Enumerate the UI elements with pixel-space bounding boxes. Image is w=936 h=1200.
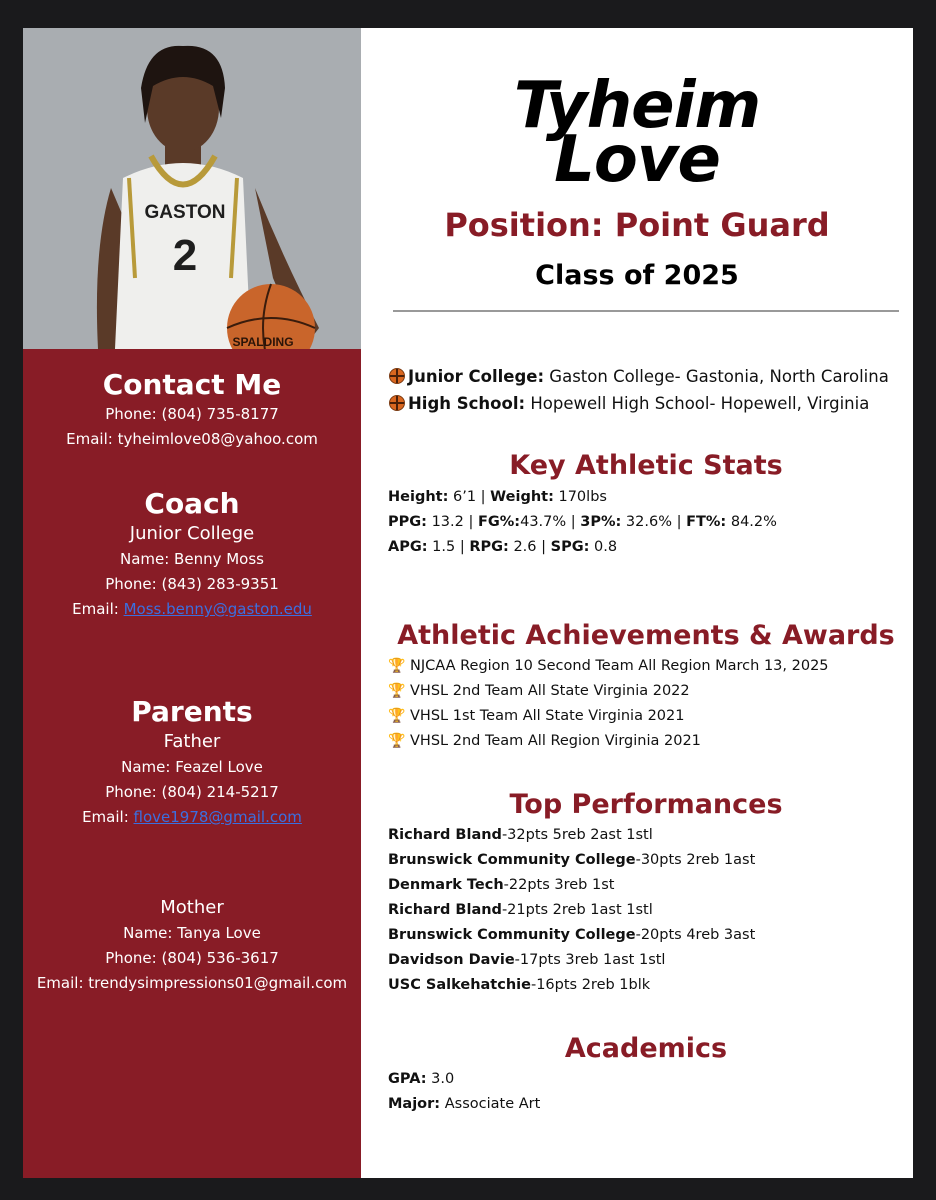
stat-line: -22pts 3reb 1st [503, 877, 615, 893]
opponent: Brunswick Community College [388, 852, 636, 868]
trophy-icon: 🏆 [388, 733, 406, 749]
athlete-first-name: Tyheim [513, 69, 761, 143]
contact-phone: Phone: (804) 735-8177 [105, 405, 279, 423]
opponent: Denmark Tech [388, 877, 504, 893]
award-text: VHSL 2nd Team All State Virginia 2022 [410, 683, 690, 699]
awards-title: Athletic Achievements & Awards [397, 620, 895, 651]
ft-label: FT%: [686, 514, 727, 530]
resume-page [23, 28, 913, 1178]
basketball-icon [389, 368, 405, 384]
father-email-row [23, 805, 361, 830]
award-text: NJCAA Region 10 Second Team All Region March 13, 2025 [410, 658, 829, 674]
jersey-text: GASTON [144, 202, 226, 223]
apg-label: APG: [388, 539, 428, 555]
father-label: Father [163, 731, 221, 752]
school-value: Hopewell High School- Hopewell, Virginia [525, 394, 870, 413]
rpg-label: RPG: [469, 539, 509, 555]
gpa-label: GPA: [388, 1071, 427, 1087]
award-text: VHSL 2nd Team All Region Virginia 2021 [410, 733, 701, 749]
father-email-label: Email: [82, 808, 134, 826]
weight-value: 170lbs [553, 489, 607, 505]
mother-phone: Phone: (804) 536-3617 [105, 949, 279, 967]
stat-line: -21pts 2reb 1ast 1stl [501, 902, 653, 918]
award-item [388, 729, 701, 754]
performance-item [388, 923, 755, 948]
ppg-value: 13.2 | [426, 514, 478, 530]
stat-line: -20pts 4reb 3ast [635, 927, 756, 943]
opponent: Richard Bland [388, 827, 502, 843]
trophy-icon: 🏆 [388, 658, 406, 674]
performance-item [388, 823, 653, 848]
performance-item [388, 848, 755, 873]
major-value: Associate Art [440, 1096, 541, 1112]
academics-title: Academics [564, 1033, 728, 1064]
fg-value: 43.7% | [520, 514, 581, 530]
jersey-number: 2 [172, 231, 198, 280]
school-label: Junior College: [408, 367, 545, 386]
performances-title: Top Performances [509, 789, 783, 820]
stat-line: -16pts 2reb 1blk [530, 977, 651, 993]
gpa-row [388, 1067, 454, 1092]
performance-item [388, 873, 614, 898]
tp-label: 3P%: [580, 514, 622, 530]
height-label: Height: [388, 489, 449, 505]
mother-section [23, 895, 361, 996]
fg-label: FG%: [477, 514, 521, 530]
parents-section [23, 695, 361, 830]
opponent: Richard Bland [388, 902, 502, 918]
gpa-value: 3.0 [426, 1071, 455, 1087]
stat-line: -17pts 3reb 1ast 1stl [514, 952, 666, 968]
mother-name: Name: Tanya Love [123, 924, 261, 942]
stats-row-shooting [388, 510, 777, 535]
coach-phone: Phone: (843) 283-9351 [105, 575, 279, 593]
award-item [388, 704, 684, 729]
parents-title: Parents [131, 695, 253, 728]
father-email-link[interactable]: flove1978@gmail.com [133, 808, 302, 826]
athlete-last-name: Love [554, 123, 720, 197]
opponent: Davidson Davie [388, 952, 515, 968]
opponent: Brunswick Community College [388, 927, 636, 943]
trophy-icon: 🏆 [388, 708, 406, 724]
coach-title: Coach [144, 487, 240, 520]
opponent: USC Salkehatchie [388, 977, 531, 993]
school-row-junior [389, 363, 889, 390]
athlete-illustration [23, 28, 361, 349]
coach-email-row [23, 597, 361, 622]
award-text: VHSL 1st Team All State Virginia 2021 [410, 708, 685, 724]
stat-line: -30pts 2reb 1ast [635, 852, 756, 868]
major-row [388, 1092, 540, 1117]
spg-label: SPG: [550, 539, 590, 555]
school-label: High School: [408, 394, 526, 413]
performance-item [388, 948, 665, 973]
athlete-photo [23, 28, 361, 349]
ft-value: 84.2% [726, 514, 777, 530]
coach-section [23, 487, 361, 622]
ppg-label: PPG: [388, 514, 427, 530]
stats-row-size [388, 485, 607, 510]
father-phone: Phone: (804) 214-5217 [105, 783, 279, 801]
mother-email: Email: trendysimpressions01@gmail.com [36, 974, 348, 992]
award-item [388, 654, 829, 679]
height-value: 6’1 | [448, 489, 491, 505]
sidebar [23, 28, 361, 1178]
rpg-value: 2.6 | [508, 539, 551, 555]
school-row-high [389, 390, 869, 417]
main-content [361, 28, 913, 1178]
major-label: Major: [388, 1096, 441, 1112]
mother-label: Mother [160, 897, 224, 918]
coach-name: Name: Benny Moss [119, 550, 264, 568]
divider [393, 310, 899, 312]
contact-title: Contact Me [102, 368, 282, 401]
ball-brand-text: SPALDING [232, 335, 294, 349]
award-item [388, 679, 690, 704]
contact-section [23, 368, 361, 452]
stats-title: Key Athletic Stats [509, 450, 783, 481]
performance-item [388, 973, 650, 998]
apg-value: 1.5 | [427, 539, 470, 555]
contact-email: Email: tyheimlove08@yahoo.com [66, 430, 318, 448]
performance-item [388, 898, 653, 923]
tp-value: 32.6% | [621, 514, 687, 530]
trophy-icon: 🏆 [388, 683, 406, 699]
school-value: Gaston College- Gastonia, North Carolina [544, 367, 889, 386]
coach-subtitle: Junior College [129, 523, 255, 544]
spg-value: 0.8 [589, 539, 618, 555]
stat-line: -32pts 5reb 2ast 1stl [501, 827, 653, 843]
basketball-icon [389, 395, 405, 411]
father-name: Name: Feazel Love [121, 758, 263, 776]
stats-row-misc [388, 535, 617, 560]
weight-label: Weight: [490, 489, 554, 505]
athlete-position: Position: Point Guard [444, 206, 830, 244]
coach-email-label: Email: [72, 600, 124, 618]
coach-email-link[interactable]: Moss.benny@gaston.edu [123, 600, 312, 618]
class-of: Class of 2025 [535, 260, 739, 291]
